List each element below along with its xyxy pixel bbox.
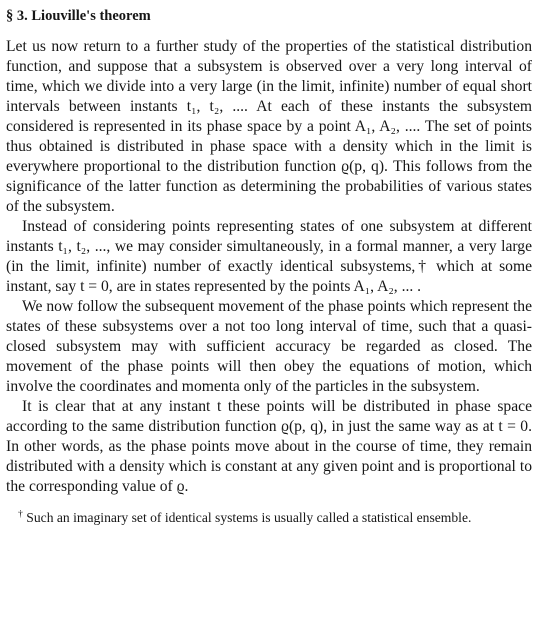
footnote-marker: † — [18, 508, 23, 520]
paragraph-2: Instead of considering points representing states of one subsystem at different instants t₁, t₂, ..., we may consider simultaneously, in a formal manner, a very large (in the limit, infinite) number of exactly identical subsystems,† which at some instant, say t = 0, are in states represented by the points A₁, A₂, ... . — [6, 218, 532, 295]
section-title: § 3. Liouville's theorem — [6, 8, 151, 24]
paragraph-4: It is clear that at any instant t these points will be distributed in phase space according to the same distribution function ϱ(p, q), in just the same way as at t = 0. In other words, as the phase points move about in the course of time, they remain distributed with a density which is constant at any given point and is proportional to the corresponding value of ϱ. — [6, 398, 532, 495]
body-text — [6, 37, 532, 497]
footnote-text: Such an imaginary set of identical systems is usually called a statistical ensemble. — [26, 510, 472, 525]
paragraph-1: Let us now return to a further study of the properties of the statistical distribution function, and suppose that a subsystem is observed over a very long interval of time, which we divide into a very large (in the limit, infinite) number of equal short intervals between instants t₁, t₂, .... At each of these instants the subsystem considered is represented in its phase space by a point A₁, A₂, .... The set of points thus obtained is distributed in phase space with a density which in the limit is everywhere proportional to the distribution function ϱ(p, q). This follows from the significance of the latter function as determining the probabilities of various states of the subsystem. — [6, 38, 532, 215]
paragraph-3: We now follow the subsequent movement of the phase points which represent the states of these subsystems over a not too long interval of time, such that a quasi-closed subsystem may with sufficient accuracy be regarded as closed. The movement of the phase points will then obey the equations of motion, which involve the coordinates and momenta only of the particles in the subsystem. — [6, 298, 532, 395]
footnote — [6, 509, 532, 527]
